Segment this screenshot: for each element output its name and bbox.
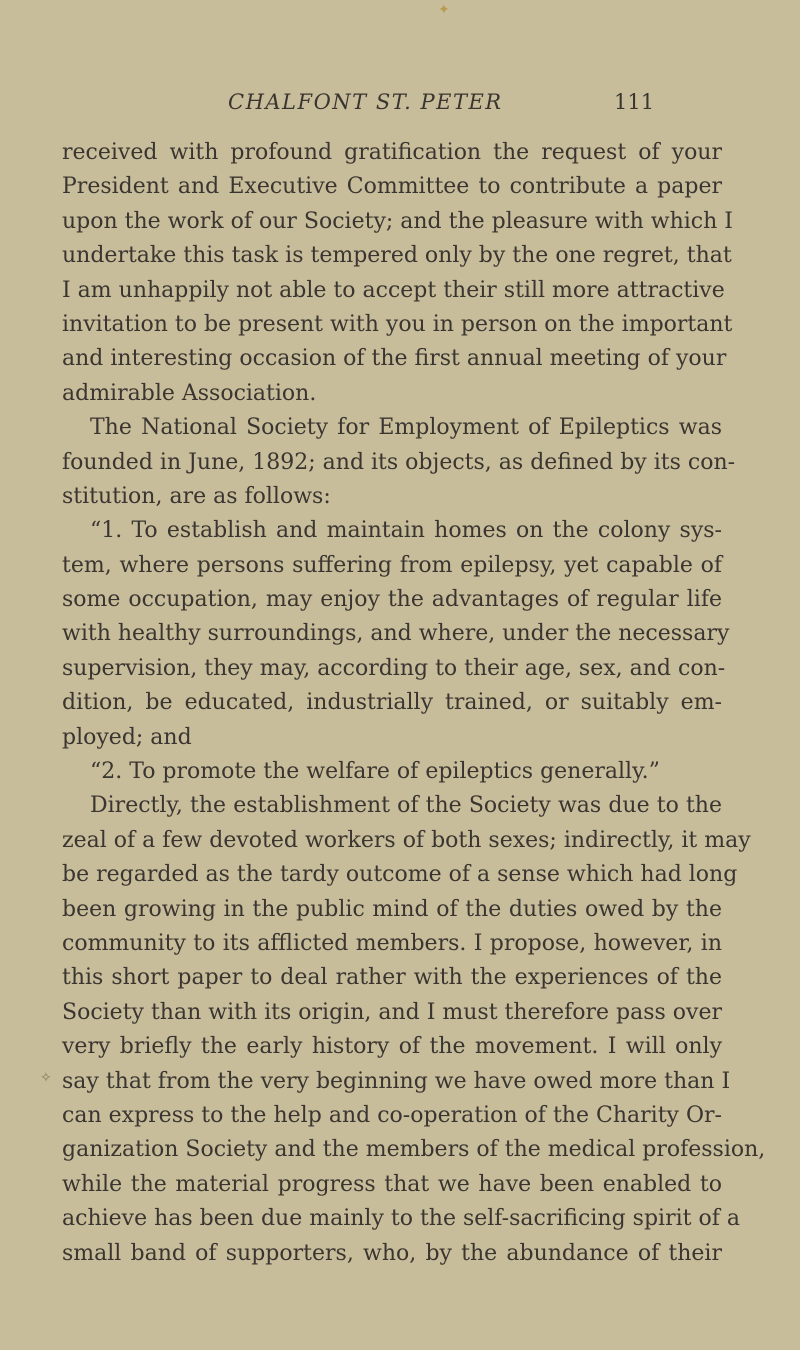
text-line: this short paper to deal rather with the experiences of the	[62, 965, 722, 991]
ink-speck: ✦	[438, 2, 450, 18]
text-line: and interesting occasion of the first annual meeting of your	[62, 346, 727, 372]
text-line: “2. To promote the welfare of epileptics generally.”	[90, 759, 660, 785]
text-line: been growing in the public mind of the duties owed by the	[62, 896, 722, 922]
text-line: ployed; and	[62, 724, 192, 750]
ink-speck: ✧	[40, 1070, 52, 1086]
text-line: small band of supporters, who, by the abundance of their	[62, 1240, 722, 1266]
text-line: zeal of a few devoted workers of both sexes; indirectly, it may	[62, 827, 751, 853]
text-line: ganization Society and the members of the medical profession,	[62, 1137, 766, 1163]
text-line: I am unhappily not able to accept their still more attractive	[62, 277, 725, 303]
text-line: Directly, the establishment of the Society was due to the	[90, 793, 722, 819]
text-line: some occupation, may enjoy the advantages of regular life	[62, 587, 722, 613]
text-line: supervision, they may, according to their age, sex, and con-	[62, 655, 726, 681]
body-text	[62, 136, 766, 1271]
text-line: can express to the help and co-operation of the Charity Or-	[62, 1102, 722, 1128]
text-line: founded in June, 1892; and its objects, as defined by its con-	[62, 449, 736, 475]
text-line: President and Executive Committee to contribute a paper	[62, 174, 722, 200]
text-line: invitation to be present with you in person on the important	[62, 311, 733, 337]
text-line: dition, be educated, industrially trained, or suitably em-	[62, 690, 722, 716]
text-line: Society than with its origin, and I must therefore pass over	[62, 999, 723, 1025]
running-title: CHALFONT ST. PETER	[228, 90, 503, 114]
text-line: stitution, are as follows:	[62, 483, 331, 509]
page-number: 111	[614, 90, 655, 114]
text-line: admirable Association.	[62, 380, 317, 406]
text-line: while the material progress that we have been enabled to	[62, 1171, 722, 1197]
text-line: “1. To establish and maintain homes on the colony sys-	[90, 518, 722, 544]
text-line: upon the work of our Society; and the pleasure with which I	[62, 208, 733, 234]
text-line: with healthy surroundings, and where, under the necessary	[62, 621, 730, 647]
running-head	[0, 82, 800, 122]
text-line: say that from the very beginning we have owed more than I	[62, 1068, 731, 1094]
text-line: received with profound gratification the request of your	[62, 140, 722, 165]
text-line: The National Society for Employment of Epileptics was	[90, 415, 722, 441]
text-line: tem, where persons suffering from epilepsy, yet capable of	[62, 552, 722, 578]
text-line: undertake this task is tempered only by the one regret, that	[62, 243, 732, 269]
text-line: community to its afflicted members. I propose, however, in	[62, 930, 722, 956]
text-line: be regarded as the tardy outcome of a sense which had long	[62, 862, 738, 888]
text-line: very briefly the early history of the movement. I will only	[62, 1034, 722, 1060]
text-line: achieve has been due mainly to the self-sacrificing spirit of a	[62, 1206, 740, 1232]
